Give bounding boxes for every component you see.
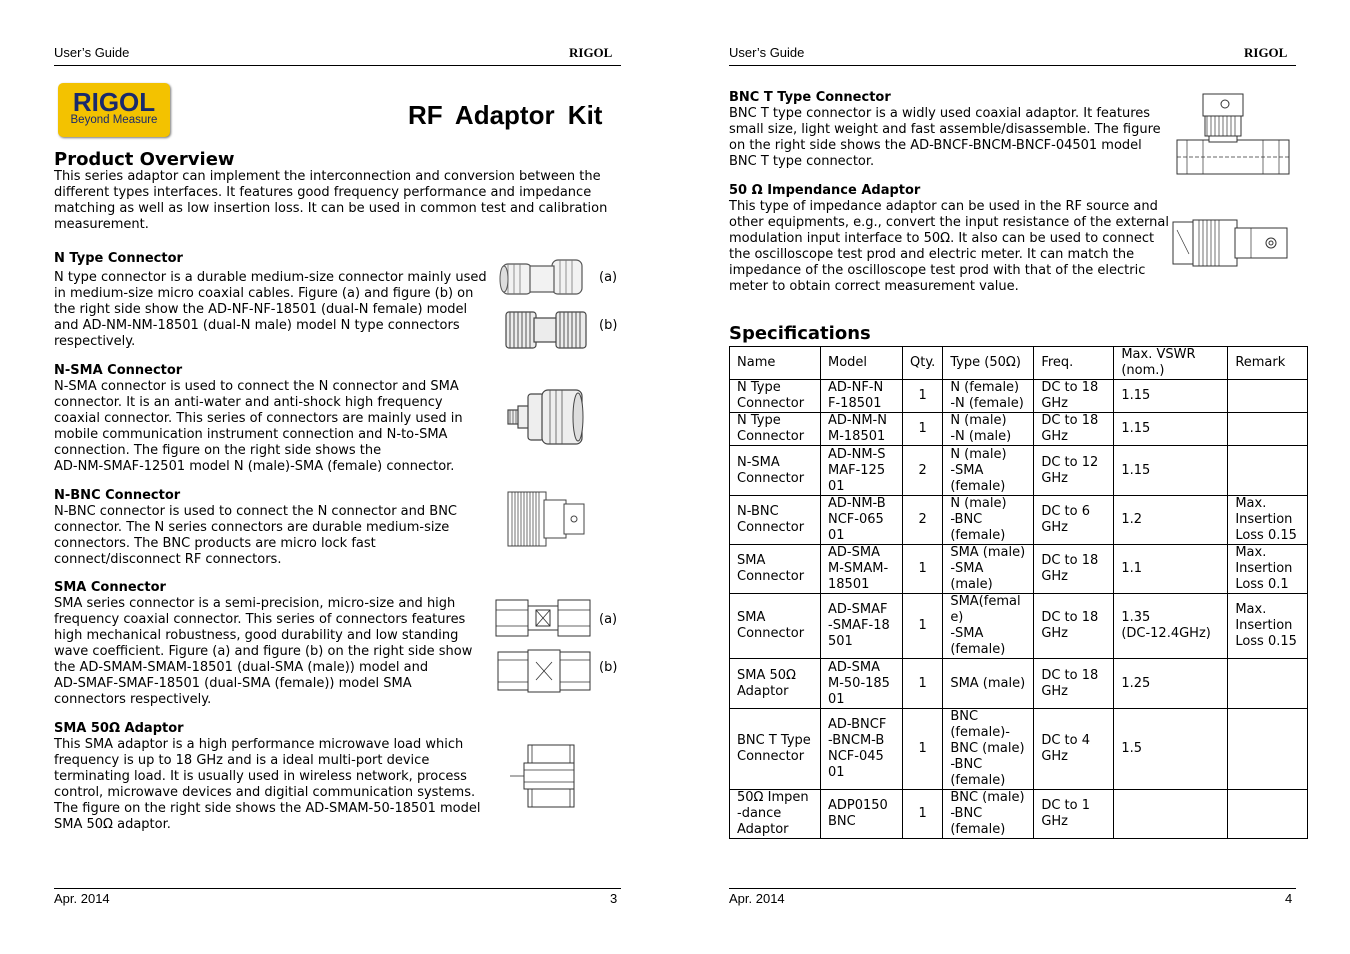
header-right: RIGOL <box>569 45 613 60</box>
cell-line: DC to 18 <box>1041 553 1099 568</box>
table-cell <box>730 446 821 496</box>
cell-line: GHz <box>1041 396 1068 411</box>
cell-line: DC to 6 <box>1041 504 1090 519</box>
table-cell <box>1034 790 1114 839</box>
cell-line: (female) <box>950 528 1006 543</box>
cell-line: SMA (male) <box>950 545 1026 560</box>
table-row <box>730 790 1308 839</box>
cell-line: 1 <box>918 388 927 403</box>
column-header <box>943 347 1034 380</box>
table-cell <box>1034 380 1114 413</box>
product-overview-text <box>54 169 607 233</box>
cell-line: DC to 1 <box>1041 798 1090 813</box>
footer-page-number: 4 <box>1285 891 1293 906</box>
cell-line: Max. <box>1235 545 1267 560</box>
cell-line: GHz <box>1041 814 1068 829</box>
table-cell <box>943 545 1034 594</box>
text-line: coaxial connector. This series of connectors are mainly used in <box>54 411 463 426</box>
cell-line: 1 <box>918 561 927 576</box>
table-cell <box>943 413 1034 446</box>
cell-line: 01 <box>828 765 845 780</box>
cell-line: AD-NM-B <box>828 496 886 511</box>
header-right: RIGOL <box>1244 45 1288 60</box>
n-bnc-text <box>54 504 457 568</box>
table-cell <box>821 594 903 659</box>
cell-line: 1 <box>918 806 927 821</box>
table-cell <box>1034 413 1114 446</box>
table-cell <box>903 496 943 545</box>
cell-line: Insertion <box>1235 618 1293 633</box>
cell-line: Connector <box>737 626 805 641</box>
table-cell <box>1114 659 1228 709</box>
n-female-connector-image <box>496 252 588 304</box>
text-line: the AD-SMAM-SMAM-18501 (dual-SMA (male)) model and <box>54 660 429 675</box>
cell-line: -SMA <box>950 462 984 478</box>
cell-line: 50Ω Impen <box>737 790 809 805</box>
rigol-logo <box>58 83 170 137</box>
cell-line: SMA(femal <box>950 594 1021 609</box>
table-cell <box>1228 545 1308 594</box>
table-cell <box>1034 659 1114 709</box>
cell-line: ADP0150 <box>828 798 888 813</box>
table-cell <box>903 659 943 709</box>
cell-line: Model <box>828 355 868 370</box>
cell-line: Insertion <box>1235 512 1293 527</box>
text-line: measurement. <box>54 217 149 232</box>
text-line: BNC T type connector is a widly used coaxial adaptor. It features <box>729 106 1151 121</box>
logo-tagline: Beyond Measure <box>70 114 158 126</box>
n-type-text <box>54 270 487 350</box>
cell-line: NCF-065 <box>828 512 884 527</box>
cell-line: 1.15 <box>1121 462 1151 478</box>
specifications-table <box>729 346 1308 839</box>
cell-line: 2 <box>918 462 927 478</box>
cell-line: -SMAF-18 <box>828 618 890 633</box>
sma-50-adaptor-image <box>508 743 578 809</box>
table-cell <box>1228 496 1308 545</box>
text-line: BNC T type connector. <box>729 154 875 169</box>
text-line: small size, light weight and fast assemble/disassemble. The figure <box>729 122 1161 137</box>
cell-line: Type (50Ω) <box>950 355 1021 370</box>
table-cell <box>730 380 821 413</box>
cell-line: 01 <box>828 528 845 543</box>
cell-line: (male) <box>950 577 993 592</box>
bnc-t-text <box>729 106 1161 170</box>
table-cell <box>730 545 821 594</box>
table-cell <box>903 594 943 659</box>
text-line: control, microwave devices and digitial communication systems. <box>54 785 476 800</box>
cell-line: AD-NM-N <box>828 413 887 428</box>
bnc-t-heading: BNC T Type Connector <box>729 90 891 105</box>
footer-date: Apr. 2014 <box>54 891 110 906</box>
cell-line: GHz <box>1041 683 1068 699</box>
cell-line: Remark <box>1235 355 1286 370</box>
cell-line: SMA <box>737 610 766 625</box>
text-line: connectors respectively. <box>54 692 212 707</box>
table-cell <box>730 659 821 709</box>
cell-line: Freq. <box>1041 355 1074 370</box>
cell-line: Qty. <box>910 355 936 370</box>
cell-line: NCF-045 <box>828 749 884 764</box>
cell-line: 2 <box>918 512 927 527</box>
text-line: The figure on the right side shows the AD-SMAM-50-18501 model <box>54 801 481 816</box>
table-cell <box>1114 380 1228 413</box>
n-type-figure-b-label: (b) <box>599 318 618 333</box>
cell-line: Loss 0.1 <box>1235 577 1289 592</box>
n-bnc-heading: N-BNC Connector <box>54 488 181 503</box>
table-cell <box>943 594 1034 659</box>
table-cell <box>730 790 821 839</box>
specifications-table-body <box>730 380 1308 839</box>
cell-line: GHz <box>1041 520 1068 535</box>
text-line: AD-NM-SMAF-12501 model N (male)-SMA (female) connector. <box>54 459 455 474</box>
cell-line: BNC <box>950 709 979 724</box>
header-rule <box>729 65 1296 66</box>
n-sma-connector-image <box>506 388 588 448</box>
table-cell <box>903 446 943 496</box>
table-cell <box>1228 594 1308 659</box>
cell-line: 01 <box>828 478 845 494</box>
cell-line: GHz <box>1041 569 1068 584</box>
table-cell <box>821 545 903 594</box>
text-line: SMA series connector is a semi-precision, micro-size and high <box>54 596 456 611</box>
cell-line: (female) <box>950 822 1006 837</box>
sma-figure-a-label: (a) <box>599 612 618 627</box>
logo-brand: RIGOL <box>72 87 156 117</box>
cell-line: (female) <box>950 478 1006 494</box>
header-left: User’s Guide <box>54 45 130 60</box>
text-line: SMA 50Ω adaptor. <box>54 817 171 832</box>
document-title: RF Adaptor Kit <box>408 100 603 130</box>
impedance-adaptor-heading: 50 Ω Impendance Adaptor <box>729 183 921 198</box>
cell-line: AD-SMA <box>828 659 880 675</box>
text-line: This SMA adaptor is a high performance microwave load which <box>54 737 464 752</box>
text-line: other equipments, e.g., convert the input resistance of the external <box>729 215 1169 230</box>
table-cell <box>1114 790 1228 839</box>
cell-line: BNC (male) <box>950 790 1025 805</box>
table-cell <box>943 659 1034 709</box>
cell-line: Adaptor <box>737 822 789 837</box>
product-overview-heading: Product Overview <box>54 149 235 170</box>
table-cell <box>730 413 821 446</box>
cell-line: Loss 0.15 <box>1235 634 1297 649</box>
footer-date: Apr. 2014 <box>729 891 785 906</box>
cell-line: 1 <box>918 421 927 436</box>
text-line: frequency is up to 18 GHz and is a ideal multi-port device <box>54 753 430 768</box>
text-line: the oscilloscope test prod and electric meter. It can match the <box>729 247 1135 262</box>
table-cell <box>1034 446 1114 496</box>
table-row <box>730 594 1308 659</box>
table-cell <box>821 446 903 496</box>
table-cell <box>1228 659 1308 709</box>
header-rule <box>54 65 621 66</box>
table-cell <box>943 709 1034 790</box>
cell-line: M-SMAM- <box>828 561 889 576</box>
column-header <box>821 347 903 380</box>
cell-line: Connector <box>737 429 805 444</box>
text-line: matching as well as low insertion loss. It can be used in common test and calibration <box>54 201 608 216</box>
table-cell <box>943 496 1034 545</box>
bnc-t-connector-image <box>1175 92 1291 182</box>
cell-line: DC to 18 <box>1041 380 1099 395</box>
cell-line: 1 <box>918 618 927 633</box>
cell-line: -N (female) <box>950 396 1024 411</box>
text-line: connectors. The BNC products are micro lock fast <box>54 536 376 551</box>
column-header <box>903 347 943 380</box>
sma-50-adaptor-heading: SMA 50Ω Adaptor <box>54 721 184 736</box>
table-cell <box>1228 413 1308 446</box>
table-cell <box>1034 496 1114 545</box>
table-cell <box>730 594 821 659</box>
table-cell <box>1114 545 1228 594</box>
text-line: wave coefficient. Figure (a) and figure (b) on the right side show <box>54 644 473 659</box>
column-header <box>1114 347 1228 380</box>
table-cell <box>730 709 821 790</box>
text-line: the right side show the AD-NF-NF-18501 (dual-N female) model <box>54 302 468 317</box>
cell-line: Adaptor <box>737 683 789 699</box>
cell-line: e) <box>950 610 964 625</box>
cell-line: DC to 12 <box>1041 454 1099 470</box>
cell-line: GHz <box>1041 470 1068 486</box>
text-line: frequency coaxial connector. This series of connectors features <box>54 612 466 627</box>
cell-line: N (male) <box>950 413 1007 428</box>
table-cell <box>1114 594 1228 659</box>
cell-line: 1 <box>918 675 927 691</box>
cell-line: 18501 <box>828 577 870 592</box>
text-line: on the right side shows the AD-BNCF-BNCM-BNCF-04501 model <box>729 138 1142 153</box>
text-line: respectively. <box>54 334 136 349</box>
sma-text <box>54 596 472 708</box>
table-cell <box>903 790 943 839</box>
cell-line: AD-NF-N <box>828 380 884 395</box>
cell-line: F-18501 <box>828 396 882 411</box>
cell-line: 1.25 <box>1121 675 1151 691</box>
cell-line: N Type <box>737 380 781 395</box>
cell-line: (female) <box>950 642 1006 657</box>
text-line: connector. It is an anti-water and anti-shock high frequency <box>54 395 443 410</box>
text-line: different types interfaces. It features good frequency performance and impedance <box>54 185 592 200</box>
column-header <box>1034 347 1114 380</box>
table-cell <box>1114 709 1228 790</box>
text-line: and AD-NM-NM-18501 (dual-N male) model N type connectors <box>54 318 460 333</box>
cell-line: Max. <box>1235 602 1267 617</box>
table-cell <box>903 545 943 594</box>
cell-line: BNC (male) <box>950 741 1025 756</box>
text-line: in medium-size micro coaxial cables. Figure (a) and figure (b) on <box>54 286 474 301</box>
cell-line: AD-BNCF <box>828 717 887 732</box>
cell-line: 1 <box>918 741 927 756</box>
text-line: terminating load. It is usually used in wireless network, process <box>54 769 467 784</box>
table-row <box>730 545 1308 594</box>
footer-rule <box>54 888 621 889</box>
table-cell <box>1228 380 1308 413</box>
table-cell <box>1114 446 1228 496</box>
text-line: N-SMA connector is used to connect the N connector and SMA <box>54 379 459 394</box>
cell-line: 1.1 <box>1121 561 1142 576</box>
table-cell <box>943 380 1034 413</box>
text-line: AD-SMAF-SMAF-18501 (dual-SMA (female)) model SMA <box>54 676 412 691</box>
cell-line: GHz <box>1041 626 1068 641</box>
column-header <box>730 347 821 380</box>
text-line: high mechanical robustness, good durability and low standing <box>54 628 459 643</box>
text-line: meter to obtain correct measurement value. <box>729 279 1019 294</box>
cell-line: 1.35 <box>1121 610 1151 625</box>
cell-line: Insertion <box>1235 561 1293 576</box>
cell-line: Connector <box>737 520 805 535</box>
cell-line: N-SMA <box>737 454 780 470</box>
cell-line: -BNC <box>950 757 983 772</box>
cell-line: (female) <box>950 773 1006 788</box>
specifications-table-header <box>730 347 1308 380</box>
table-cell <box>943 790 1034 839</box>
table-row <box>730 709 1308 790</box>
table-row <box>730 380 1308 413</box>
cell-line: 1.15 <box>1121 388 1151 403</box>
table-row <box>730 446 1308 496</box>
cell-line: N-BNC <box>737 504 779 519</box>
cell-line: (female)- <box>950 725 1010 740</box>
cell-line: 1.15 <box>1121 421 1151 436</box>
n-bnc-connector-image <box>506 490 588 550</box>
table-row <box>730 496 1308 545</box>
cell-line: Connector <box>737 749 805 764</box>
table-cell <box>1034 709 1114 790</box>
text-line: modulation input interface to 50Ω. It also can be used to connect <box>729 231 1155 246</box>
cell-line: M-18501 <box>828 429 886 444</box>
cell-line: MAF-125 <box>828 462 886 478</box>
sma-heading: SMA Connector <box>54 580 166 595</box>
text-line: N type connector is a durable medium-size connector mainly used <box>54 270 487 285</box>
cell-line: AD-NM-S <box>828 446 886 462</box>
cell-line: Max. <box>1235 496 1267 511</box>
cell-line: 1.5 <box>1121 741 1142 756</box>
text-line: connect/disconnect RF connectors. <box>54 552 282 567</box>
cell-line: GHz <box>1041 429 1068 444</box>
specifications-heading: Specifications <box>729 323 871 344</box>
cell-line: DC to 18 <box>1041 413 1099 428</box>
cell-line: SMA (male) <box>950 675 1026 691</box>
n-type-heading: N Type Connector <box>54 251 183 266</box>
cell-line: Connector <box>737 470 805 486</box>
n-sma-text <box>54 379 463 475</box>
cell-line: AD-SMA <box>828 545 880 560</box>
text-line: connector. The N series connectors are durable medium-size <box>54 520 450 535</box>
table-cell <box>903 380 943 413</box>
cell-line: (nom.) <box>1121 363 1165 378</box>
n-type-figure-a-label: (a) <box>599 270 618 285</box>
cell-line: BNC T Type <box>737 733 811 748</box>
table-cell <box>821 790 903 839</box>
cell-line: Max. VSWR <box>1121 347 1196 362</box>
sma-male-connector-image <box>494 596 594 640</box>
cell-line: AD-SMAF <box>828 602 888 617</box>
table-cell <box>1228 446 1308 496</box>
text-line: impedance of the oscilloscope test prod with that of the electric <box>729 263 1146 278</box>
text-line: mobile communication instrument connection and N-to-SMA <box>54 427 448 442</box>
cell-line: -SMA <box>950 626 984 641</box>
cell-line: (DC-12.4GHz) <box>1121 626 1211 641</box>
table-cell <box>821 709 903 790</box>
sma-female-connector-image <box>496 648 592 694</box>
footer-page-number: 3 <box>610 891 618 906</box>
cell-line: DC to 4 <box>1041 733 1090 748</box>
table-cell <box>943 446 1034 496</box>
cell-line: Name <box>737 355 776 370</box>
cell-line: 01 <box>828 691 845 707</box>
table-cell <box>821 380 903 413</box>
cell-line: N Type <box>737 413 781 428</box>
cell-line: SMA 50Ω <box>737 667 796 683</box>
table-row <box>730 659 1308 709</box>
cell-line: -dance <box>737 806 782 821</box>
cell-line: M-50-185 <box>828 675 890 691</box>
cell-line: DC to 18 <box>1041 667 1099 683</box>
cell-line: N (female) <box>950 380 1020 395</box>
cell-line: -BNC <box>950 512 983 527</box>
n-male-connector-image <box>504 310 590 350</box>
text-line: This type of impedance adaptor can be used in the RF source and <box>729 199 1158 214</box>
table-row <box>730 413 1308 446</box>
n-sma-heading: N-SMA Connector <box>54 363 183 378</box>
table-cell <box>903 709 943 790</box>
table-cell <box>1034 545 1114 594</box>
table-cell <box>821 496 903 545</box>
text-line: This series adaptor can implement the interconnection and conversion between the <box>54 169 601 184</box>
table-cell <box>730 496 821 545</box>
table-cell <box>821 413 903 446</box>
table-cell <box>903 413 943 446</box>
cell-line: Loss 0.15 <box>1235 528 1297 543</box>
cell-line: GHz <box>1041 749 1068 764</box>
cell-line: DC to 18 <box>1041 610 1099 625</box>
cell-line: 501 <box>828 634 853 649</box>
cell-line: N (male) <box>950 446 1007 462</box>
cell-line: SMA <box>737 553 766 568</box>
text-line: N-BNC connector is used to connect the N connector and BNC <box>54 504 457 519</box>
cell-line: Connector <box>737 396 805 411</box>
table-cell <box>1228 709 1308 790</box>
cell-line: 1.2 <box>1121 512 1142 527</box>
cell-line: -N (male) <box>950 429 1012 444</box>
table-cell <box>1034 594 1114 659</box>
text-line: connection. The figure on the right side shows the <box>54 443 382 458</box>
cell-line: -BNC <box>950 806 983 821</box>
sma-50-adaptor-text <box>54 737 480 833</box>
header-left: User’s Guide <box>729 45 805 60</box>
table-cell <box>1114 413 1228 446</box>
footer-rule <box>729 888 1296 889</box>
impedance-adaptor-text <box>729 199 1169 295</box>
cell-line: -BNCM-B <box>828 733 885 748</box>
cell-line: -SMA <box>950 561 984 576</box>
column-header <box>1228 347 1308 380</box>
impedance-adaptor-image <box>1171 216 1289 270</box>
cell-line: N (male) <box>950 496 1007 511</box>
cell-line: BNC <box>828 814 856 829</box>
table-cell <box>821 659 903 709</box>
sma-figure-b-label: (b) <box>599 660 618 675</box>
table-cell <box>1114 496 1228 545</box>
cell-line: Connector <box>737 569 805 584</box>
table-cell <box>1228 790 1308 839</box>
